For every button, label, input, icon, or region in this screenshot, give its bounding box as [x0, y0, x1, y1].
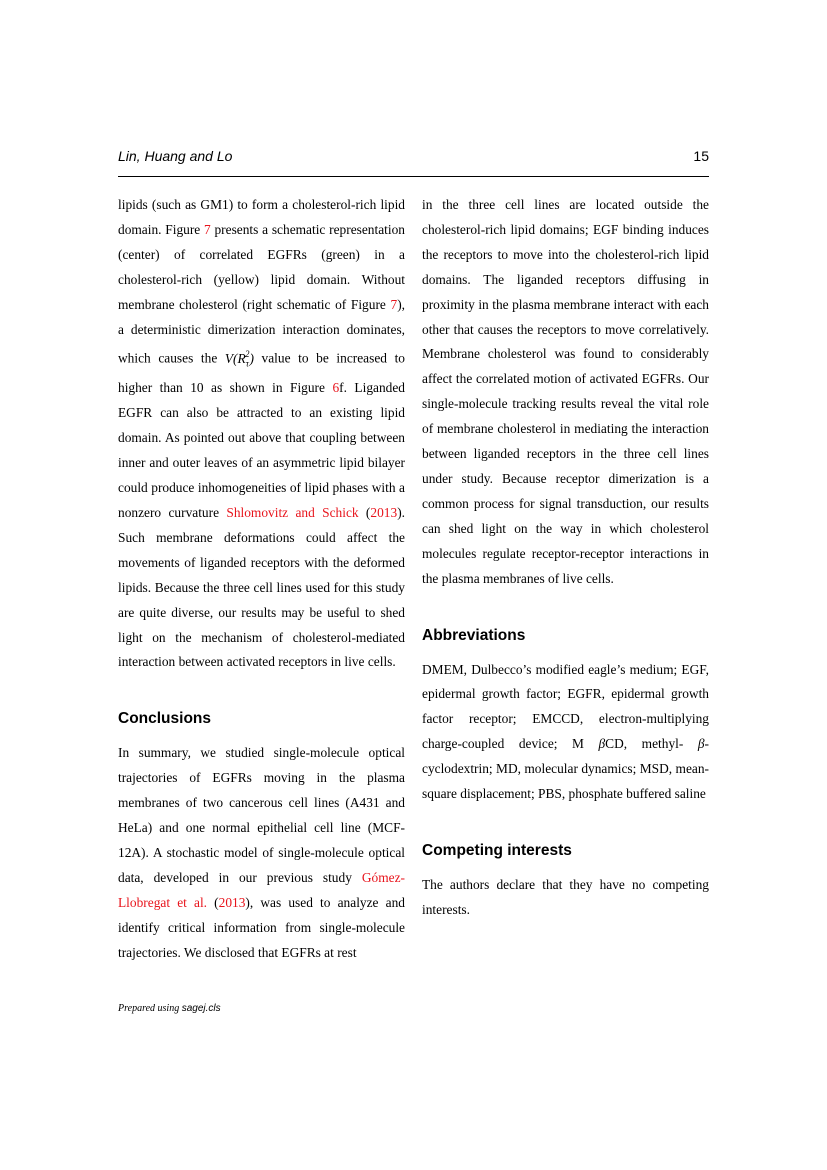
running-header: [118, 146, 709, 177]
beta-symbol: β: [697, 736, 705, 752]
text-run: DMEM, Dulbecco’s modified eagle’s medium; EGF, epidermal growth factor; EGFR, epidermal growth factor receptor; EMCCD, electron-multiplying charge-coupled device; M: [422, 661, 709, 752]
discussion-paragraph: [118, 193, 405, 675]
math-expression: $V(R_\tau^2)$: [224, 349, 254, 369]
running-header-authors: Lin, Huang and Lo: [118, 148, 233, 164]
figure-7-link[interactable]: 7: [204, 221, 211, 237]
footer-class-name: sagej.cls: [181, 1003, 221, 1014]
text-run: CD, methyl-: [605, 736, 698, 752]
text-run: f. Liganded EGFR can also be attracted to an existing lipid domain. As pointed out above that coupling between inner and outer leaves of an asymmetric lipid bilayer could produce inhomogeneities of lipid phases with a nonzero curvature: [118, 380, 405, 521]
citation-link[interactable]: Shlomovitz and Schick: [226, 505, 359, 521]
text-run: ), a deterministic dimerization interaction dominates, which causes the: [118, 296, 405, 366]
footer-prepared-label: Prepared using: [118, 1003, 180, 1014]
figure-6-link[interactable]: 6: [332, 380, 340, 396]
figure-7-link[interactable]: 7: [390, 296, 398, 312]
beta-symbol: β: [598, 736, 606, 752]
text-run: (: [207, 894, 219, 910]
conclusions-continued-paragraph: in the three cell lines are located outside the cholesterol-rich lipid domains; EGF binding induces the receptors to move into the cholesterol-rich lipid domains. The liganded receptors diffusing in proximity in the plasma membrane interact with each other that causes the receptors to move correlatively. Membrane cholesterol was found to considerably affect the correlated motion of activated EGFRs. Our single-molecule tracking results reveal the vital role of membrane cholesterol in mediating the interaction between liganded receptors in the three cell lines under study. Because receptor dimerization is a common process for signal transduction, our results can shed light on the way in which cholesterol molecules regulate receptor-receptor interactions in the plasma membranes of live cells.: [422, 197, 709, 586]
page-footer: [118, 1003, 221, 1014]
abbreviations-paragraph: [422, 658, 709, 807]
text-run: In summary, we studied single-molecule optical trajectories of EGFRs moving in the plasma membranes of two cancerous cell lines (A431 and HeLa) and one normal epithelial cell line (MCF-12A). A stochastic model of single-molecule optical data, developed in our previous study: [118, 745, 405, 885]
conclusions-heading: Conclusions: [118, 710, 212, 728]
competing-interests-heading: Competing interests: [422, 841, 572, 859]
text-run: ). Such membrane deformations could affect the movements of liganded receptors with the deformed lipids. Because the three cell lines used for this study are quite diverse, our results may be useful to shed light on the mechanism of cholesterol-mediated interaction between activated receptors in live cells.: [118, 505, 405, 670]
right-column: [422, 193, 709, 923]
text-run: presents a schematic representation (center) of correlated EGFRs (green) in a cholesterol-rich (yellow) lipid domain. Without membrane cholesterol (right schematic of Figure: [118, 221, 405, 312]
competing-interests-paragraph: The authors declare that they have no competing interests.: [422, 876, 709, 917]
text-run: (: [358, 505, 371, 521]
citation-year-link[interactable]: 2013: [218, 894, 246, 910]
page-number: 15: [693, 148, 709, 164]
text-run: ), was used to analyze and identify critical information from single-molecule trajectories. We disclosed that EGFRs at rest: [118, 894, 405, 960]
conclusions-paragraph: [118, 741, 405, 965]
text-run: lipids (such as GM1) to form a cholesterol-rich lipid domain. Figure: [118, 197, 405, 237]
abbreviations-heading: Abbreviations: [422, 626, 526, 644]
text-run: value to be increased to higher than 10 as shown in Figure: [118, 350, 405, 396]
text-run: -cyclodextrin; MD, molecular dynamics; MSD, mean-square displacement; PBS, phosphate buffered saline: [422, 736, 710, 802]
left-column: [118, 193, 405, 966]
citation-year-link[interactable]: 2013: [370, 505, 398, 521]
citation-link[interactable]: Gómez-Llobregat et al.: [118, 869, 405, 910]
